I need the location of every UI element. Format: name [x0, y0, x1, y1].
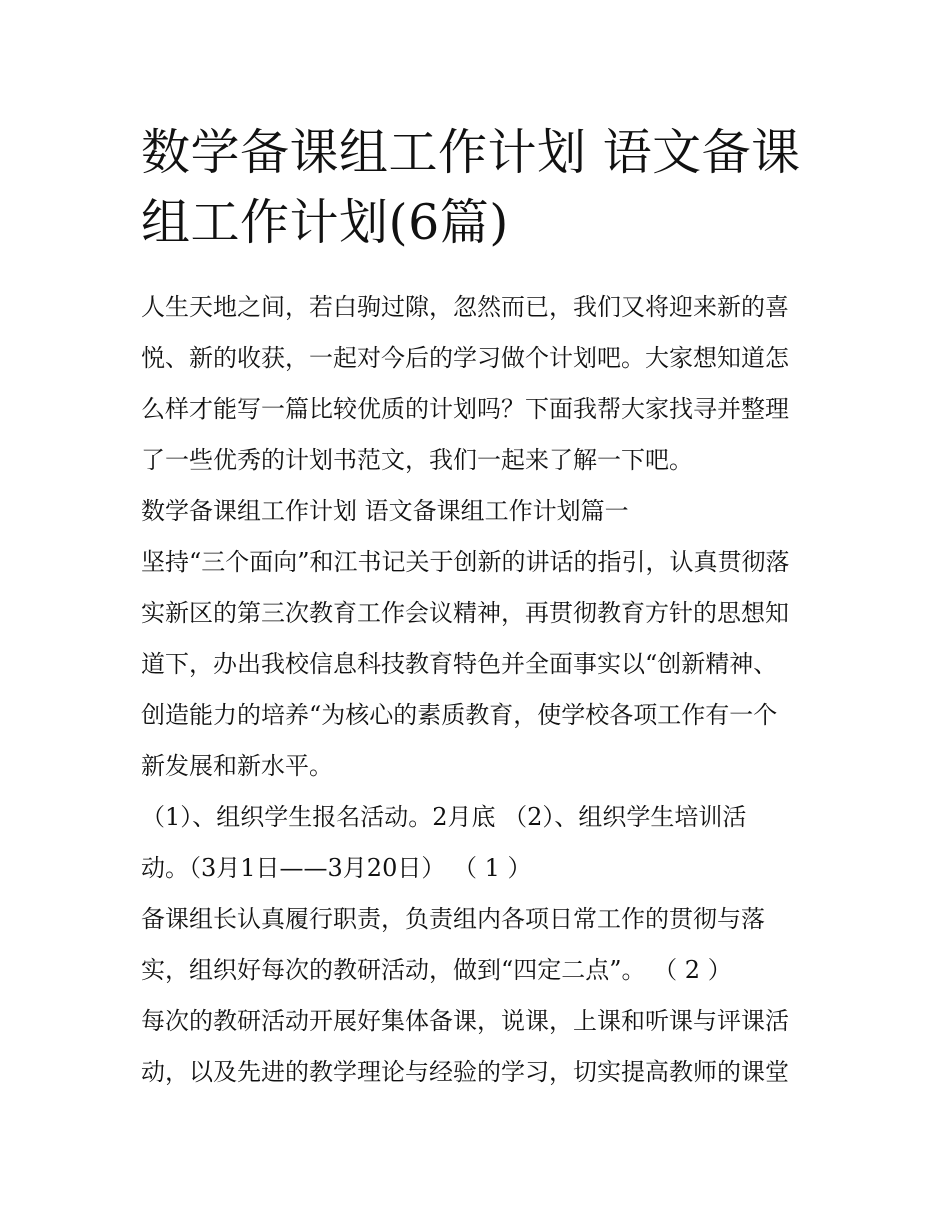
text-line: 道下，办出我校信息科技教育特色并全面事实以“创新精神、	[141, 650, 778, 678]
body-paragraph	[141, 894, 813, 996]
text-line: 新发展和新水平。	[141, 752, 333, 780]
text-line: 创造能力的培养“为核心的素质教育，使学校各项工作有一个	[141, 701, 778, 729]
text-line: 悦、新的收获，一起对今后的学习做个计划吧。大家想知道怎	[141, 344, 789, 372]
text-line: 人生天地之间，若白驹过隙，忽然而已，我们又将迎来新的喜	[141, 293, 789, 321]
text-line: 了一些优秀的计划书范文，我们一起来了解一下吧。	[141, 446, 693, 474]
document-body	[141, 282, 813, 1098]
title-line: 组工作计划(6篇)	[141, 194, 509, 251]
text-line: 实，组织好每次的教研活动，做到“四定二点”。 （ 2 ）	[141, 956, 732, 984]
intro-paragraph	[141, 282, 813, 486]
text-line: 动，以及先进的教学理论与经验的学习，切实提高教师的课堂	[141, 1058, 789, 1086]
text-line: 么样才能写一篇比较优质的计划吗？下面我帮大家找寻并整理	[141, 395, 789, 423]
document-title	[141, 118, 813, 258]
title-line: 数学备课组工作计划 语文备课	[141, 124, 801, 181]
text-line: 数学备课组工作计划 语文备课组工作计划篇一	[141, 497, 629, 525]
body-paragraph	[141, 537, 813, 792]
body-paragraph	[141, 996, 813, 1098]
text-line: 备课组长认真履行职责，负责组内各项日常工作的贯彻与落	[141, 905, 765, 933]
section-heading	[141, 486, 813, 537]
text-line: （1）、组织学生报名活动。2月底 （2）、组织学生培训活	[141, 803, 747, 831]
document-content	[141, 118, 813, 1098]
text-line: 动。（3月1日——3月20日） （ 1 ）	[141, 854, 532, 882]
text-line: 每次的教研活动开展好集体备课，说课，上课和听课与评课活	[141, 1007, 789, 1035]
body-paragraph	[141, 792, 813, 894]
text-line: 坚持“三个面向”和江书记关于创新的讲话的指引，认真贯彻落	[141, 548, 790, 576]
text-line: 实新区的第三次教育工作会议精神，再贯彻教育方针的思想知	[141, 599, 789, 627]
